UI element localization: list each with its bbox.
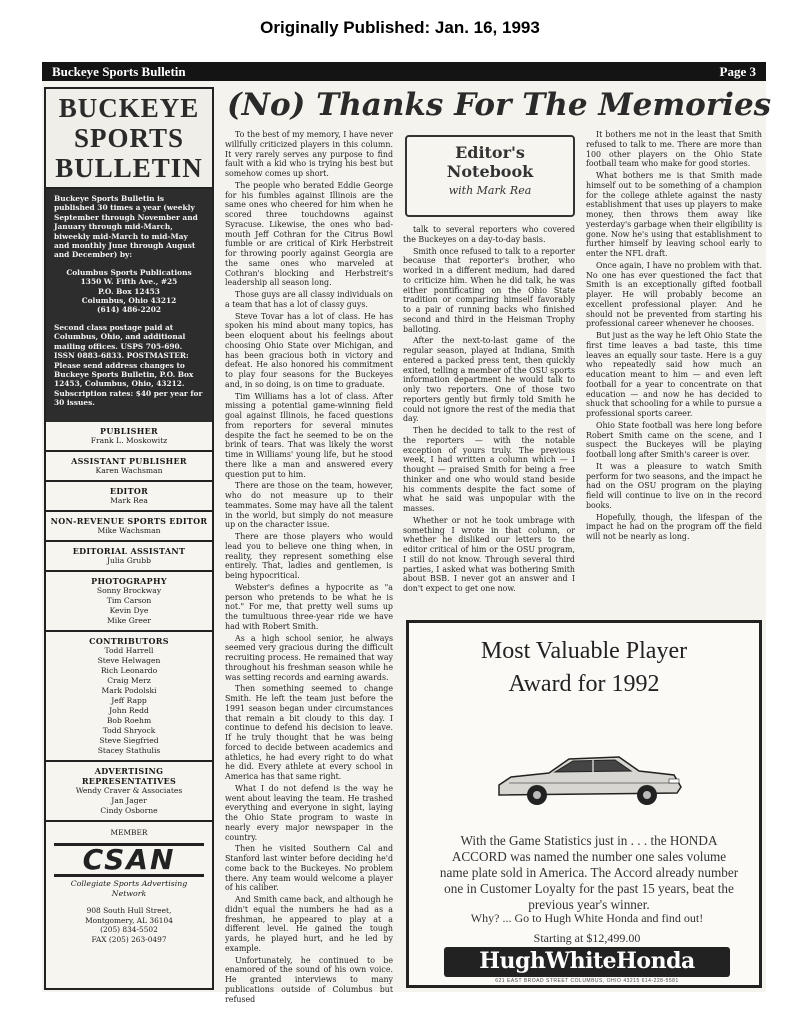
staff-section-title: PUBLISHER: [100, 425, 158, 436]
ad-body-copy: With the Game Statistics just in . . . the HONDA ACCORD was named the number one sales volume name plate sold in America. The Accord already number one in Customer Loyalty for the past 15 years, beat the previous year's winner.: [439, 833, 739, 912]
article-paragraph: Then he visited Southern Cal and Stanford last winter before deciding he'd come back to the Buckeyes. No problem there. Any team would welcome a player of his caliber.: [225, 844, 393, 893]
article-paragraph: As a high school senior, he always seemed very gracious during the difficult recruiting process. He remained that way throughout his freshman season while he was setting records and earning awards.: [225, 633, 393, 682]
running-head-title: Buckeye Sports Bulletin: [52, 64, 186, 79]
staff-name: Jan Jager: [111, 795, 147, 805]
staff-name: Tim Carson: [106, 595, 152, 605]
article-paragraph: Steve Tovar has a lot of class. He has spoken his mind about many topics, has been eloquent about his feelings about choosing Ohio State over Michigan, and has been gracious both in victory and defeat. He also honored his commitment to play four seasons for the Buckeyes and, in so doing, is on time to graduate.: [225, 311, 393, 389]
staff-name: Steve Helwagen: [97, 655, 161, 665]
staff-section-title: PHOTOGRAPHY: [91, 575, 167, 586]
article-paragraph: There are those on the team, however, who do not measure up to their teammates. Some may have all the talent in the world, but simply do not measure up on the character issue.: [225, 481, 393, 530]
staff-name: Rich Leonardo: [100, 665, 158, 675]
publisher-address: [54, 268, 204, 315]
running-head: [42, 62, 766, 81]
column-byline: with Mark Rea: [448, 184, 532, 197]
staff-section: [46, 512, 212, 542]
car-illustration: [489, 743, 689, 813]
article-paragraph: Hopefully, though, the lifespan of the impact he had on the program off the field will not be nearly as long.: [586, 512, 762, 541]
article-paragraph: Whether or not he took umbrage with something I wrote in that column, or whether he disliked our letters to the editor critical of him or the OSU program, I still do not know. Through several third parties, I asked what was bothering Smith about BSB. I never got an answer and I don't expect to get one now.: [403, 515, 575, 593]
article-paragraph: Then something seemed to change Smith. He left the team just before the 1991 season began under circumstances that remain a bit cloudy to this day. I continue to defend his decision to leave. If he truly thought that he was being forced to decide between academics and athletics, he had every right to do what he did. Every athlete at every school in America has that same right.: [225, 684, 393, 781]
masthead-title-line: SPORTS: [73, 123, 185, 153]
article-paragraph: It bothers me not in the least that Smith refused to talk to me. There are more than 100 other players on the Ohio State football team who make for good stories.: [586, 130, 762, 169]
staff-name: Kevin Dye: [109, 605, 149, 615]
staff-name: Steve Siegfried: [99, 735, 159, 745]
staff-name: Karen Wachsman: [95, 465, 163, 475]
newspaper-page: [42, 62, 772, 1004]
dealer-logo-text: HughWhiteHonda: [479, 948, 695, 974]
publication-schedule: Buckeye Sports Bulletin is published 30 times a year (weekly September through November and January through mid-March, biweekly mid-March to mid-May and monthly June through August and December) by:: [54, 194, 198, 260]
address-line: 1350 W. Fifth Ave., #25: [80, 277, 178, 287]
article-column-3: [586, 130, 762, 617]
masthead-column: [44, 87, 214, 990]
article-column-2: [403, 225, 575, 617]
member-label: MEMBER: [110, 827, 148, 837]
publication-date-caption: Originally Published: Jan. 16, 1993: [260, 18, 540, 37]
dealer-address: 621 EAST BROAD STREET COLUMBUS, OHIO 43215 614-228-5581: [495, 978, 679, 984]
article-paragraph: After the next-to-last game of the regular season, played at Indiana, Smith entered a packed press tent, then quickly exited, telling a member of the OSU sports information department he would talk to only two reporters. One of those two reporters gently but firmly told Smith he could not ignore the rest of the media that day.: [403, 336, 575, 424]
staff-name: Mike Wachsman: [97, 525, 161, 535]
csan-logo-subtitle: Collegiate Sports Advertising Network: [70, 879, 188, 898]
article-paragraph: Webster's defines a hypocrite as "a person who pretends to be what he is not." For me, that pretty well sums up the tumultuous three-year ride we have had with Robert Smith.: [225, 582, 393, 631]
postage-info: Second class postage paid at Columbus, Ohio, and additional mailing offices. USPS 705-690. ISSN 0883-6833. POSTMASTER: Please send address changes to Buckeye Sports Bulletin, P.O. Box 12453, Columbus, Ohio, 43212. Subscription rates: $40 per year for 30 issues.: [54, 322, 203, 408]
publication-info: [46, 189, 212, 422]
article-paragraph: talk to several reporters who covered the Buckeyes on a day-to-day basis.: [403, 225, 575, 244]
phone-number: (205) 834-5502: [100, 925, 158, 935]
staff-name: Mike Greer: [106, 615, 152, 625]
column-title-line: Editor's: [455, 143, 525, 162]
column-title: [407, 143, 573, 181]
staff-section: [46, 482, 212, 512]
staff-name: Craig Merz: [107, 675, 151, 685]
staff-name: Todd Harrell: [104, 645, 154, 655]
article-paragraph: What I do not defend is the way he went about leaving the team. He trashed everything and everyone in sight, laying the Ohio State program to waste in nearly every major newspaper in the country.: [225, 783, 393, 842]
member-block: [46, 822, 212, 945]
masthead-title: [46, 89, 212, 189]
article-paragraph: What bothers me is that Smith made himself out to be something of a champion for the college athlete against the nasty establishment that uses up players to make money, then throws them away like yesterday's garbage when their eligibility is gone. Now he's using that establishment to further himself by leaving school early to enter the NFL draft.: [586, 171, 762, 258]
column-title-line: Notebook: [446, 162, 534, 181]
fax-number: FAX (205) 263-0497: [91, 934, 167, 944]
staff-list: [46, 422, 212, 822]
article-paragraph: It was a pleasure to watch Smith perform for two seasons, and the impact he had on the OSU program on the playing field will continue to live on in the record books.: [586, 461, 762, 510]
address-line: P.O. Box 12453: [98, 286, 160, 296]
staff-name: Jeff Rapp: [111, 695, 147, 705]
staff-section-title: EDITORIAL ASSISTANT: [72, 545, 186, 556]
dealer-logo: [444, 947, 730, 977]
article-paragraph: Those guys are all classy individuals on a team that has a lot of classy guys.: [225, 290, 394, 309]
article-column-1: [225, 130, 394, 1004]
ad-starting-price: Starting at $12,499.00: [533, 931, 641, 945]
article-paragraph: To the best of my memory, I have never willfully criticized players in this column. It very rarely serves any purpose to find fault with a kid who is trying his best but somehow comes up short.: [225, 130, 393, 178]
column-logo-box: [405, 135, 575, 217]
publisher-name: Columbus Sports Publications: [66, 267, 192, 277]
csan-logo: [54, 843, 204, 898]
article-paragraph: Ohio State football was here long before Robert Smith came on the scene, and I suspect the Buckeyes will be playing football long after Smith's career is over.: [586, 420, 762, 459]
article-paragraph: The people who berated Eddie George for his fumbles against Illinois are the same ones who cheered for him when he scored three touchdowns against Syracuse. Likewise, the ones who bad-mouth Jeff Cothran for the Citrus Bowl fumble or are critical of Kirk Herbstreit for throwing poorly against Georgia are the same ones who marveled at Cothran's blocking and Herbstreit's leadership all season long.: [225, 180, 393, 288]
article-paragraph: Tim Williams has a lot of class. After missing a potential game-winning field goal against Illinois, he faced questions from reporters for several minutes despite the fact he seemed to be on the brink of tears. That was likely the worst time in Williams' young life, but he stood there like a man and answered every question put to him.: [225, 391, 393, 479]
address-line: 908 South Hull Street,: [86, 906, 172, 916]
staff-name: Sonny Brockway: [96, 585, 162, 595]
staff-name: Wendy Craver & Associates: [75, 785, 183, 795]
article-paragraph: Smith once refused to talk to a reporter because that reporter's brother, who worked in a different medium, had dared to criticize him. When he did talk, he was either pontificating on the Ohio State tradition or comparing himself favorably to a pair of running backs who finished second and third in the Heisman Trophy balloting.: [403, 246, 575, 334]
staff-section-title: ASSISTANT PUBLISHER: [71, 455, 187, 466]
article-paragraph: Unfortunately, he continued to be enamored of the sound of his own voice. He granted interviews to many publications outside of Columbus but refused: [225, 955, 393, 1004]
masthead-title-line: BUCKEYE: [58, 93, 200, 123]
address-line: Columbus, Ohio 43212: [81, 296, 177, 306]
ad-title: [409, 635, 759, 701]
staff-section-title: ADVERTISING REPRESENTATIVES: [81, 765, 177, 786]
masthead-title-line: BULLETIN: [55, 153, 203, 183]
article-headline: (No) Thanks For The Memories: [227, 87, 772, 123]
staff-section-title: EDITOR: [109, 485, 149, 496]
staff-name: Julia Grubb: [106, 555, 152, 565]
address-line: Montgomery, AL 36104: [85, 915, 173, 925]
staff-name: Cindy Osborne: [100, 805, 158, 815]
article-paragraph: Once again, I have no problem with that. No one has ever questioned the fact that Smith is an exceptionally gifted football player. He will probably become an excellent professional player. And he should not be prevented from starting his professional career whenever he chooses.: [586, 260, 762, 329]
staff-section-title: NON-REVENUE SPORTS EDITOR: [50, 515, 208, 526]
ad-title-line: Most Valuable Player: [480, 638, 688, 664]
staff-name: John Redd: [109, 705, 149, 715]
page-number: Page 3: [719, 64, 756, 79]
staff-section: [46, 572, 212, 632]
staff-name: Mark Rea: [110, 495, 148, 505]
staff-section: [46, 452, 212, 482]
staff-name: Bob Roehm: [106, 715, 152, 725]
article-paragraph: Then he decided to talk to the rest of the reporters — with the notable exception of yours truly. The previous week, I had written a column which — I thought — praised Smith for being a free thinker and one who would stand beside his comments despite the fact some of what he said was unpopular with the masses.: [403, 426, 575, 513]
staff-section: [46, 542, 212, 572]
phone-number: (614) 486-2202: [96, 305, 162, 315]
staff-section: [46, 422, 212, 452]
staff-section: [46, 632, 212, 762]
honda-advertisement: [406, 620, 762, 988]
staff-name: Todd Shryock: [102, 725, 156, 735]
staff-name: Stacey Stathulis: [97, 745, 161, 755]
article-paragraph: There are those players who would lead you to believe one thing when, in reality, they represent something else entirely. That, ladies and gentlemen, is being hypocritical.: [225, 532, 393, 580]
member-address: [50, 906, 208, 944]
staff-section: [46, 762, 212, 822]
ad-title-line: Award for 1992: [508, 671, 660, 697]
staff-name: Mark Podolski: [101, 685, 157, 695]
staff-name: Frank L. Moskowitz: [90, 435, 168, 445]
csan-logo-wordmark: CSAN: [54, 843, 204, 877]
staff-section-title: CONTRIBUTORS: [89, 635, 169, 646]
article-paragraph: And Smith came back, and although he didn't equal the numbers he had as a freshman, he appeared to play at a different level. He gained the tough yards, he played hurt, and he led by example.: [225, 895, 393, 953]
article-paragraph: But just as the way he left Ohio State the first time leaves a bad taste, this time leaves an equally sour taste. Here is a guy who repeatedly said how much an education meant to him — and even left football for a year to concentrate on that education — and now he has decided to shuck that schooling for a while to pursue a professional sports career.: [586, 331, 762, 418]
ad-call-to-action: Why? ... Go to Hugh White Honda and find out!: [470, 911, 704, 925]
